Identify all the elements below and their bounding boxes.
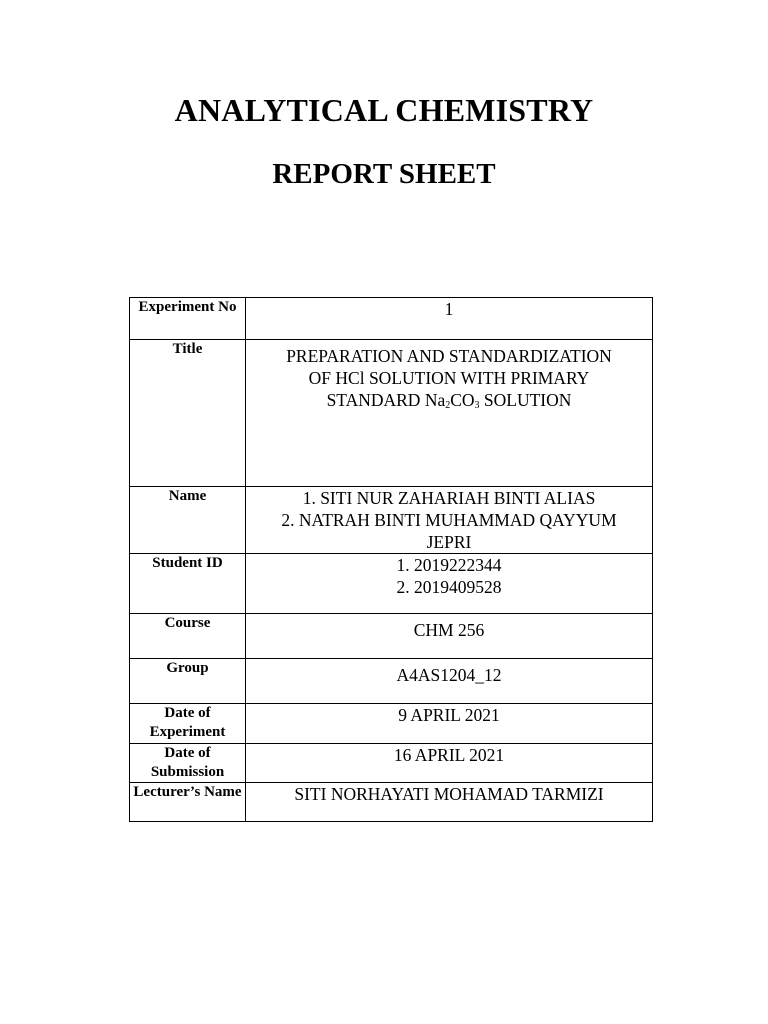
table-row-date-of-experiment [130,704,653,744]
title-subscript-na: 2 [445,400,451,411]
name-value [246,487,653,554]
title-line-3 [246,389,652,417]
group-label: Group [130,659,246,704]
name-label: Name [130,487,246,554]
group-value: A4AS1204_12 [246,659,653,704]
student-id-value [246,554,653,614]
table-row-lecturer-name [130,783,653,822]
title-line-3-mid: CO [450,390,475,410]
student-id-label: Student ID [130,554,246,614]
date-of-experiment-label: Date of Experiment [130,704,246,744]
lecturer-name-value: SITI NORHAYATI MOHAMAD TARMIZI [246,783,653,822]
table-row-experiment-no [130,298,653,340]
course-value: CHM 256 [246,614,653,659]
title-line-3-suffix: SOLUTION [479,390,572,410]
title-label: Title [130,340,246,487]
date-of-experiment-value: 9 APRIL 2021 [246,704,653,744]
title-line-3-prefix: STANDARD Na [326,390,446,410]
table-row-date-of-submission [130,744,653,783]
document-title: ANALYTICAL CHEMISTRY [174,92,594,128]
name-line-2: 2. NATRAH BINTI MUHAMMAD QAYYUM [281,510,617,530]
name-line-1: 1. SITI NUR ZAHARIAH BINTI ALIAS [302,488,596,508]
table-row-name [130,487,653,554]
experiment-no-value: 1 [246,298,653,340]
student-id-line-1: 1. 2019222344 [396,555,502,575]
document-subtitle: REPORT SHEET [272,158,496,190]
title-value [246,340,653,487]
title-line-2: OF HCl SOLUTION WITH PRIMARY [308,368,590,388]
student-id-line-2: 2. 2019409528 [396,577,502,597]
table-row-title [130,340,653,487]
lecturer-name-label: Lecturer’s Name [130,783,246,822]
date-of-submission-label: Date of Submission [130,744,246,783]
course-label: Course [130,614,246,659]
experiment-no-label: Experiment No [130,298,246,340]
date-of-submission-value: 16 APRIL 2021 [246,744,653,783]
table-row-student-id [130,554,653,614]
name-line-3: JEPRI [426,532,472,552]
title-line-1: PREPARATION AND STANDARDIZATION [286,346,612,366]
table-row-course [130,614,653,659]
title-subscript-co: 3 [474,400,480,411]
report-table [129,297,653,822]
table-row-group [130,659,653,704]
